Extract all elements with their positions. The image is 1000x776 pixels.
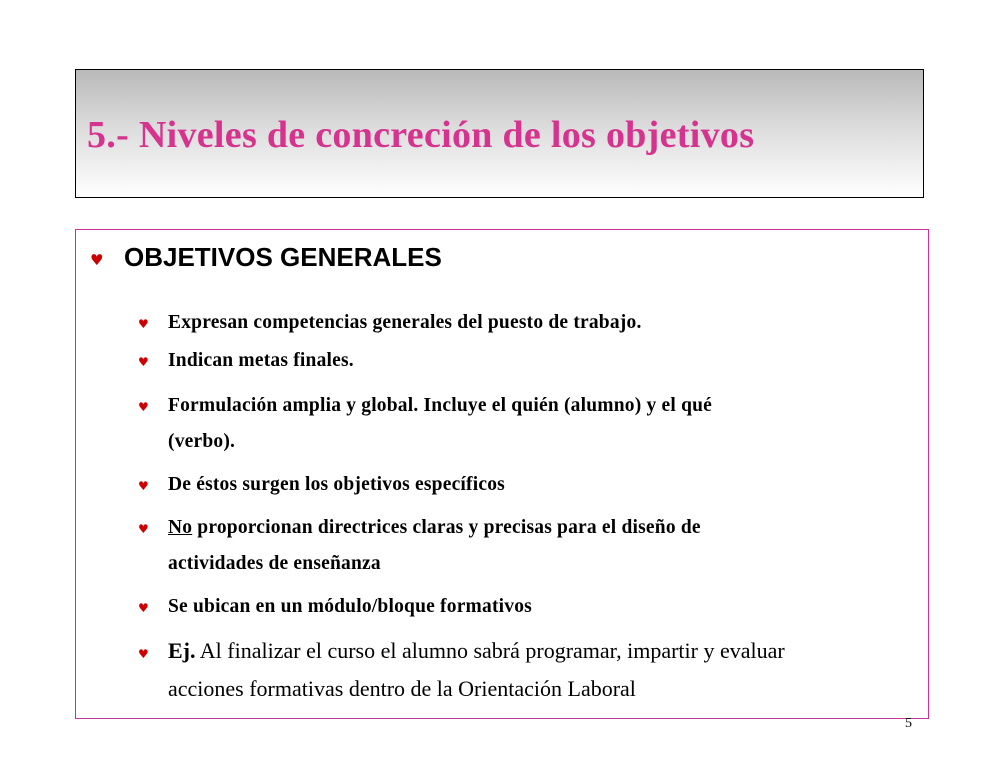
list-item: Indican metas finales. [168,350,354,371]
title-box [75,69,924,198]
heart-bullet-icon: ♥ [138,400,149,414]
heart-bullet-icon: ♥ [138,601,149,615]
underlined-word: No [168,517,193,538]
page-number: 5 [905,716,912,731]
list-item: Expresan competencias generales del puesto de trabajo. [168,312,642,333]
example-line: Al finalizar el curso el alumno sabrá programar, impartir y evaluar [195,638,785,663]
example-prefix: Ej. [168,638,196,663]
content-box [75,229,929,719]
list-item: De éstos surgen los objetivos específicos [168,474,505,495]
heart-bullet-icon: ♥ [138,355,149,369]
example-line: acciones formativas dentro de la Orientación Laboral [168,676,636,701]
heart-bullet-icon: ♥ [138,647,149,661]
list-item-line: actividades de enseñanza [168,553,381,574]
heart-bullet-icon: ♥ [138,522,149,536]
heart-bullet-icon: ♥ [138,317,149,331]
heart-bullet-icon: ♥ [138,479,149,493]
heart-bullet-icon: ♥ [90,251,104,269]
list-item: Se ubican en un módulo/bloque formativos [168,596,532,617]
list-item-line: proporcionan directrices claras y precisas para el diseño de [192,517,701,538]
example-item [168,632,785,708]
list-item-line: (verbo). [168,431,236,452]
section-heading: OBJETIVOS GENERALES [124,242,442,272]
list-item [168,388,712,460]
list-item [168,510,701,582]
list-item-line: Formulación amplia y global. Incluye el quién (alumno) y el qué [168,395,713,416]
slide-title: 5.- Niveles de concreción de los objetivos [87,114,755,156]
